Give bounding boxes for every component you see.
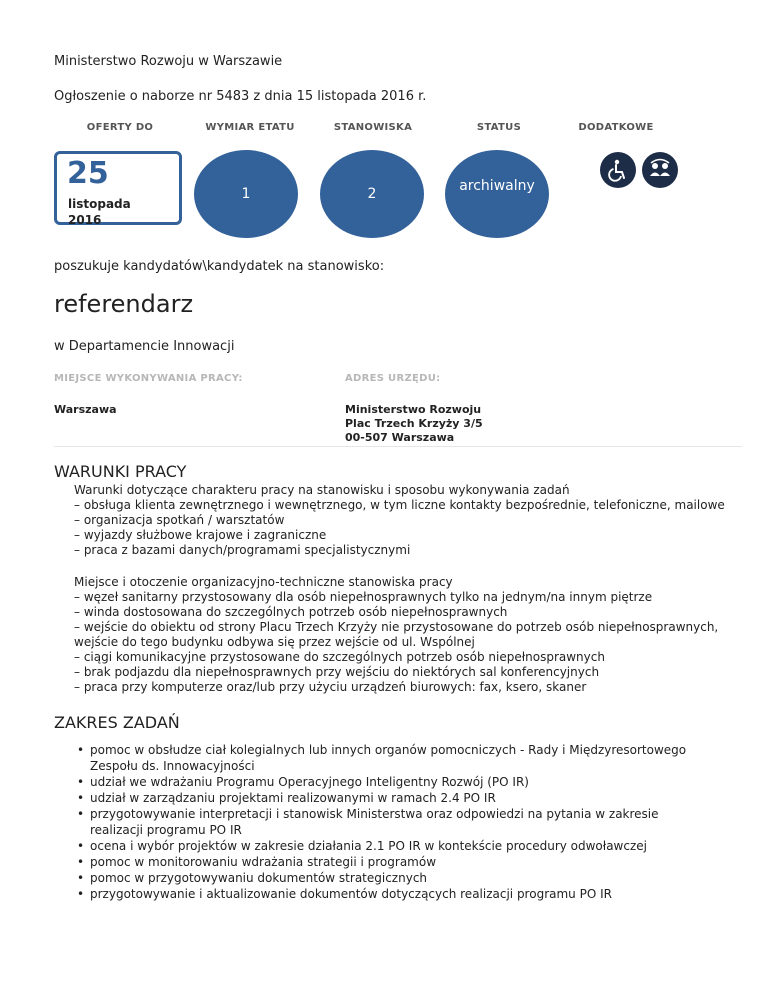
conditions-line: – wyjazdy służbowe krajowe i zagraniczne — [74, 528, 327, 542]
list-item: • przygotowywanie interpretacji i stanowisk Ministerstwa oraz odpowiedzi na pytania w zakresie realizacji programu PO IR — [90, 806, 714, 838]
deadline-day: 25 — [67, 156, 109, 191]
conditions-line: – ciągi komunikacyjne przystosowane do szczególnych potrzeb osób niepełnosprawnych — [74, 650, 605, 664]
conditions-block-1 — [74, 483, 754, 558]
office-address — [345, 403, 483, 445]
list-item: • pomoc w obsłudze ciał kolegialnych lub innych organów pomocniczych - Rady i Międzyresortowego Zespołu ds. Innowacyjności — [90, 742, 714, 774]
tasks-list — [54, 742, 714, 902]
conditions-heading: WARUNKI PRACY — [54, 462, 187, 481]
workplace-label: MIEJSCE WYKONYWANIA PRACY: — [54, 373, 243, 384]
header-work-time: WYMIAR ETATU — [205, 122, 295, 133]
list-item: • przygotowywanie i aktualizowanie dokumentów dotyczących realizacji programu PO IR — [90, 886, 714, 902]
positions-value: 2 — [367, 186, 377, 202]
conditions-line: wejście do tego budynku odbywa się przez wejście od ul. Wspólnej — [74, 635, 475, 649]
conditions-block-2 — [74, 575, 754, 695]
conditions-line: – wejście do obiektu od strony Placu Trzech Krzyży nie przystosowane do potrzeb osób niepełnosprawnych, — [74, 620, 719, 634]
address-line: 00-507 Warszawa — [345, 431, 455, 444]
header-offers-until: OFERTY DO — [86, 122, 154, 133]
conditions-line: – węzeł sanitarny przystosowany dla osób niepełnosprawnych tylko na jednym/na innym piętrze — [74, 590, 653, 604]
deadline-month: listopada — [68, 197, 131, 211]
divider — [54, 446, 742, 447]
conditions-line: – winda dostosowana do szczególnych potrzeb osób niepełnosprawnych — [74, 605, 508, 619]
work-time-circle — [194, 150, 298, 238]
tasks-list-wrap — [54, 742, 714, 902]
header-status: STATUS — [476, 122, 522, 133]
list-item: • ocena i wybór projektów w zakresie działania 2.1 PO IR w kontekście procedury odwoławczej — [90, 838, 714, 854]
conditions-line: – organizacja spotkań / warsztatów — [74, 513, 285, 527]
header-positions: STANOWISKA — [333, 122, 413, 133]
list-item: • pomoc w przygotowywaniu dokumentów strategicznych — [90, 870, 714, 886]
wheelchair-icon — [600, 152, 636, 188]
conditions-line: – praca przy komputerze oraz/lub przy użyciu urządzeń biurowych: fax, ksero, skaner — [74, 680, 587, 694]
tasks-heading: ZAKRES ZADAŃ — [54, 713, 180, 732]
list-item: • udział w zarządzaniu projektami realizowanymi w ramach 2.4 PO IR — [90, 790, 714, 806]
deadline-month-year — [68, 196, 131, 228]
deadline-year: 2016 — [68, 213, 102, 227]
conditions-line: – praca z bazami danych/programami specjalistycznymi — [74, 543, 411, 557]
list-item: • udział we wdrażaniu Programu Operacyjnego Inteligentny Rozwój (PO IR) — [90, 774, 714, 790]
conditions-line: Miejsce i otoczenie organizacyjno-techniczne stanowiska pracy — [74, 575, 453, 589]
list-item: • pomoc w monitorowaniu wdrażania strategii i programów — [90, 854, 714, 870]
status-circle — [445, 150, 549, 238]
header-additional: DODATKOWE — [578, 122, 654, 133]
announcement-title: Ogłoszenie o naborze nr 5483 z dnia 15 listopada 2016 r. — [54, 89, 427, 104]
conditions-line: Warunki dotyczące charakteru pracy na stanowisku i sposobu wykonywania zadań — [74, 483, 570, 497]
job-title: referendarz — [54, 290, 194, 318]
department: w Departamencie Innowacji — [54, 339, 235, 354]
positions-circle — [320, 150, 424, 238]
address-label: ADRES URZĘDU: — [345, 373, 441, 384]
conditions-line: – brak podjazdu dla niepełnosprawnych przy wejściu do niektórych sal konferencyjnych — [74, 665, 600, 679]
seeking-text: poszukuje kandydatów\kandydatek na stanowisko: — [54, 259, 385, 274]
work-time-value: 1 — [241, 186, 251, 202]
ministry-name: Ministerstwo Rozwoju w Warszawie — [54, 54, 283, 69]
workplace-value: Warszawa — [54, 403, 117, 416]
conditions-line: – obsługa klienta zewnętrznego i wewnętrznego, w tym liczne kontakty bezpośrednie, telefoniczne, mailowe — [74, 498, 725, 512]
deadline-box — [54, 151, 182, 225]
people-icon — [642, 152, 678, 188]
status-value: archiwalny — [459, 178, 535, 194]
address-line: Ministerstwo Rozwoju — [345, 403, 482, 416]
address-line: Plac Trzech Krzyży 3/5 — [345, 417, 483, 430]
